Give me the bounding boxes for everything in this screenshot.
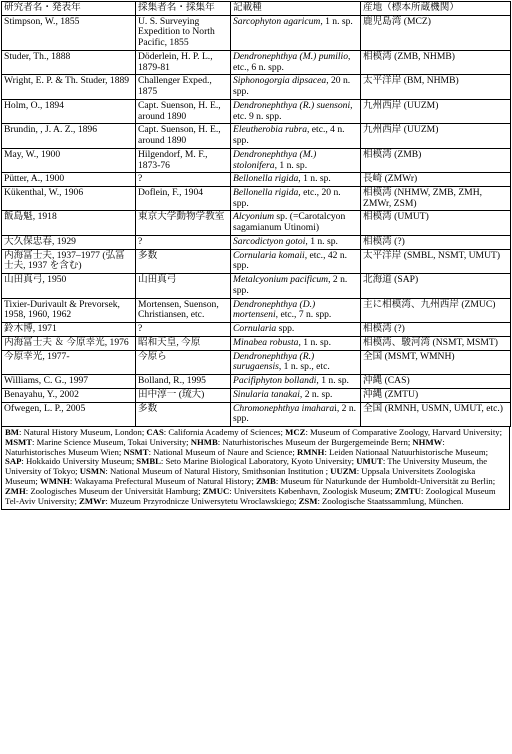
table-row (2, 50, 511, 74)
researcher-cell: 大久保忠春, 1929 (2, 235, 136, 249)
species-note: , etc., 6 n. spp. (233, 50, 351, 73)
legend-institution: : Wakayama Prefectural Museum of Natural History; (69, 476, 257, 487)
species-cell (231, 124, 361, 148)
table-header-row (2, 2, 511, 16)
legend-institution: : Zoologische Staatssammlung, München. (317, 495, 464, 506)
locality-cell: 相模湾 (?) (361, 323, 511, 337)
researcher-cell: Benayahu, Y., 2002 (2, 388, 136, 402)
legend-abbreviation: CAS (146, 426, 164, 437)
table-row (2, 99, 511, 123)
legend-institution: : National Museum of Naure and Science; (148, 446, 297, 457)
collector-cell: 今原ら (136, 350, 231, 374)
legend-institution: : Muzeum Przyrodnicze Uniwersytetu Wroclawskiego; (105, 495, 299, 506)
table-row (2, 350, 511, 374)
species-cell (231, 211, 361, 235)
table-row (2, 388, 511, 402)
legend-abbreviation: ZMTU (394, 485, 421, 496)
researcher-cell: 山田真弓, 1950 (2, 274, 136, 298)
header-researcher: 研究者名・発表年 (2, 2, 136, 16)
legend-institution: : Universitets København, Zoologisk Museum; (229, 485, 395, 496)
species-cell (231, 235, 361, 249)
legend-institution: : Naturhistorisches Museum Wien; (5, 436, 445, 457)
species-name: Siphonogorgia dipsacea (233, 75, 327, 87)
researcher-cell: Kükenthal, W., 1906 (2, 187, 136, 211)
species-name: Bellonella rigida (233, 173, 299, 185)
species-table (1, 1, 511, 427)
species-name: Bellonella rigida (233, 187, 299, 199)
locality-cell: 九州西岸 (UUZM) (361, 124, 511, 148)
collector-cell: U. S. Surveying Expedition to North Pacific, 1855 (136, 15, 231, 50)
legend-abbreviation: WMNH (40, 476, 70, 487)
table-row (2, 211, 511, 235)
locality-cell: 九州西岸 (UUZM) (361, 99, 511, 123)
table-body (2, 15, 511, 426)
locality-cell: 相模湾 (?) (361, 235, 511, 249)
species-cell (231, 323, 361, 337)
locality-cell: 相模湾 (ZMB, NHMB) (361, 50, 511, 74)
collector-cell: Capt. Suenson, H. E., around 1890 (136, 99, 231, 123)
species-cell (231, 274, 361, 298)
locality-cell: 沖縄 (ZMTU) (361, 388, 511, 402)
collector-cell: 山田真弓 (136, 274, 231, 298)
species-note: spp. (276, 323, 295, 335)
legend-institution: : Naturhistorisches Museum der Burgergemeinde Bern; (217, 436, 413, 447)
species-note: , 20 n. spp. (233, 75, 351, 98)
species-cell (231, 15, 361, 50)
researcher-cell: 飯島魁, 1918 (2, 211, 136, 235)
species-note: sp. (=Carotalcyon sagamianum Utinomi) (233, 211, 346, 234)
collector-cell: 多数 (136, 402, 231, 426)
species-cell (231, 402, 361, 426)
locality-cell: 沖縄 (CAS) (361, 375, 511, 389)
species-cell (231, 336, 361, 350)
species-name: Dendronephthya (R.) surugaensis (233, 350, 315, 373)
locality-cell: 相模湾 (UMUT) (361, 211, 511, 235)
legend-abbreviation: ZMWr (79, 495, 106, 506)
species-note: , 1 n. sp., etc. (278, 361, 330, 373)
species-note: , etc., 7 n. spp. (275, 309, 332, 321)
species-note: , 2 n. spp. (233, 274, 348, 296)
species-name: Sarcophyton agaricum (233, 15, 321, 27)
researcher-cell: 鈴木博, 1971 (2, 323, 136, 337)
legend-abbreviation: RMNH (296, 446, 325, 457)
collector-cell: ? (136, 173, 231, 187)
collector-cell: Challenger Exped., 1875 (136, 75, 231, 99)
table-row (2, 298, 511, 322)
document-page (1, 1, 510, 510)
species-note: , etc. 9 n. spp. (233, 99, 353, 122)
researcher-cell: Wright, E. P. & Th. Studer, 1889 (2, 75, 136, 99)
species-cell (231, 375, 361, 389)
legend-institution: : Seto Marine Biological Laboratory, Kyoto University; (160, 456, 357, 467)
species-name: Cornularia komaii (233, 249, 305, 261)
legend-institution: : The University Museum, the University of Tokyo; (5, 456, 488, 477)
species-note: , 1 n. sp. (274, 159, 308, 171)
species-name: Metalcyonium pacificum (233, 274, 329, 286)
researcher-cell: May, W., 1900 (2, 148, 136, 172)
species-cell (231, 148, 361, 172)
species-note: , etc., 4 n. spp. (233, 124, 345, 147)
table-row (2, 274, 511, 298)
legend-abbreviation: USMN (79, 466, 106, 477)
collector-cell: Mortensen, Suenson, Christiansen, etc. (136, 298, 231, 322)
table-row (2, 249, 511, 273)
species-note: , 1 n. sp. (305, 235, 338, 247)
species-note: , 1 n. sp. (320, 15, 353, 27)
researcher-cell: Stimpson, W., 1855 (2, 15, 136, 50)
locality-cell: 太平洋岸 (SMBL, NSMT, UMUT) (361, 249, 511, 273)
locality-cell: 相模湾 (ZMB) (361, 148, 511, 172)
collector-cell: Hilgendorf, M. F., 1873-76 (136, 148, 231, 172)
table-row (2, 148, 511, 172)
table-row (2, 15, 511, 50)
legend-abbreviation: ZMUC (202, 485, 230, 496)
legend-institution: : Leiden Nationaal Natuurhistorische Museum; (324, 446, 489, 457)
table-row (2, 336, 511, 350)
table-row (2, 323, 511, 337)
legend-institution: : Zoological Museum Tel-Aviv University; (5, 485, 496, 506)
legend-institution: : Uppsala Universitets Zoologiska Museum; (5, 466, 476, 487)
locality-cell: 太平洋岸 (BM, NHMB) (361, 75, 511, 99)
species-note: , etc., 42 n. spp. (233, 249, 348, 272)
legend-institution: : Museum of Comparative Zoology, Harvard University; (305, 426, 502, 437)
table-row (2, 402, 511, 426)
collector-cell: ? (136, 323, 231, 337)
legend-abbreviation: UUZM (330, 466, 357, 477)
legend-abbreviation: NHMW (412, 436, 443, 447)
legend-abbreviation: BM (5, 426, 19, 437)
collector-cell: 東京大学動物学教室 (136, 211, 231, 235)
locality-cell: 北海道 (SAP) (361, 274, 511, 298)
legend-abbreviation: MCZ (285, 426, 306, 437)
header-locality: 産地（標本所蔵機関） (361, 2, 511, 16)
header-collector: 採集者名・採集年 (136, 2, 231, 16)
table-row (2, 75, 511, 99)
researcher-cell: Holm, O., 1894 (2, 99, 136, 123)
collector-cell: Doflein, F., 1904 (136, 187, 231, 211)
collector-cell: ? (136, 235, 231, 249)
researcher-cell: Brundin, , J. A. Z., 1896 (2, 124, 136, 148)
legend-abbreviation: ZSM (298, 495, 318, 506)
collector-cell: 昭和天皇, 今原 (136, 336, 231, 350)
locality-cell: 長崎 (ZMWr) (361, 173, 511, 187)
species-note: , 1 n. sp. (298, 336, 331, 348)
species-note: , 2 n. sp. (299, 388, 333, 400)
legend-abbreviation: SMBL (136, 456, 161, 467)
species-cell (231, 173, 361, 187)
locality-cell: 相模湾 (NHMW, ZMB, ZMH, ZMWr, ZSM) (361, 187, 511, 211)
species-note: , etc., 20 n. spp. (233, 187, 341, 209)
collector-cell: Döderlein, H. P. L., 1879-81 (136, 50, 231, 74)
researcher-cell: 内海冨士夫 ＆ 今原幸光, 1976 (2, 336, 136, 350)
header-species: 記載種 (231, 2, 361, 16)
legend-institution: : Marine Science Museum, Tokai University; (32, 436, 191, 447)
species-name: Eleutherobia rubra (233, 124, 307, 136)
collector-cell: Capt. Suenson, H. E., around 1890 (136, 124, 231, 148)
researcher-cell: Ofwegen, L. P., 2005 (2, 402, 136, 426)
table-row (2, 124, 511, 148)
species-name: Chromonephthya imahara (233, 402, 335, 414)
table-row (2, 375, 511, 389)
locality-cell: 相模湾、駿河湾 (NSMT, MSMT) (361, 336, 511, 350)
legend-institution: : Zoologisches Museum der Universität Hamburg; (25, 485, 203, 496)
researcher-cell: 内海冨士夫, 1937–1977 (弘冨士夫, 1937 を含む) (2, 249, 136, 273)
table-row (2, 235, 511, 249)
legend-institution: : California Academy of Sciences; (163, 426, 286, 437)
locality-cell: 主に相模湾、九州西岸 (ZMUC) (361, 298, 511, 322)
table-row (2, 187, 511, 211)
species-cell (231, 388, 361, 402)
species-name: Sarcodictyon gotoi (233, 235, 306, 247)
abbreviation-legend (1, 427, 510, 510)
legend-abbreviation: NSMT (123, 446, 149, 457)
species-cell (231, 99, 361, 123)
locality-cell: 鹿児島湾 (MCZ) (361, 15, 511, 50)
species-cell (231, 249, 361, 273)
species-name: Cornularia (233, 323, 277, 335)
legend-abbreviation: NHMB (190, 436, 218, 447)
species-note: , 1 n. sp. (316, 375, 349, 387)
species-name: Dendronephthya (M.) pumilio (233, 50, 349, 62)
legend-institution: : Natural History Museum, London; (19, 426, 147, 437)
collector-cell: Bolland, R., 1995 (136, 375, 231, 389)
legend-institution: : National Museum of Natural History, Smithsonian Institution ; (105, 466, 331, 477)
species-cell (231, 50, 361, 74)
legend-abbreviation: SAP (5, 456, 22, 467)
species-name: Pacifiphyton bollandi (233, 375, 317, 387)
species-note: i, 2 n. spp. (233, 402, 357, 425)
collector-cell: 田中淳一 (琉大) (136, 388, 231, 402)
species-note: , 1 n. sp. (298, 173, 331, 185)
researcher-cell: Pütter, A., 1900 (2, 173, 136, 187)
species-name: Sinularia tanakai (233, 388, 300, 400)
legend-abbreviation: UMUT (356, 456, 383, 467)
researcher-cell: Tixier-Durivault & Prevorsek, 1958, 1960, 1962 (2, 298, 136, 322)
collector-cell: 多数 (136, 249, 231, 273)
legend-abbreviation: ZMH (5, 485, 26, 496)
species-name: Minabea robusta (233, 336, 299, 348)
legend-abbreviation: MSMT (5, 436, 33, 447)
species-name: Dendronephthya (M.) stolonifera (233, 148, 317, 171)
legend-abbreviation: ZMB (256, 476, 276, 487)
species-cell (231, 298, 361, 322)
researcher-cell: Studer, Th., 1888 (2, 50, 136, 74)
researcher-cell: Williams, C. G., 1997 (2, 375, 136, 389)
species-name: Alcyonium (233, 211, 275, 223)
table-row (2, 173, 511, 187)
species-name: Dendronephthya (D.) mortenseni (233, 298, 316, 321)
species-cell (231, 187, 361, 211)
species-cell (231, 75, 361, 99)
legend-institution: : Museum für Naturkunde der Humboldt-Universität zu Berlin; (275, 476, 496, 487)
species-name: Dendronephthya (R.) suensoni (233, 99, 351, 111)
legend-institution: : Hokkaido University Museum; (21, 456, 137, 467)
locality-cell: 全国 (MSMT, WMNH) (361, 350, 511, 374)
researcher-cell: 今原幸光, 1977- (2, 350, 136, 374)
locality-cell: 全国 (RMNH, USMN, UMUT, etc.) (361, 402, 511, 426)
species-cell (231, 350, 361, 374)
